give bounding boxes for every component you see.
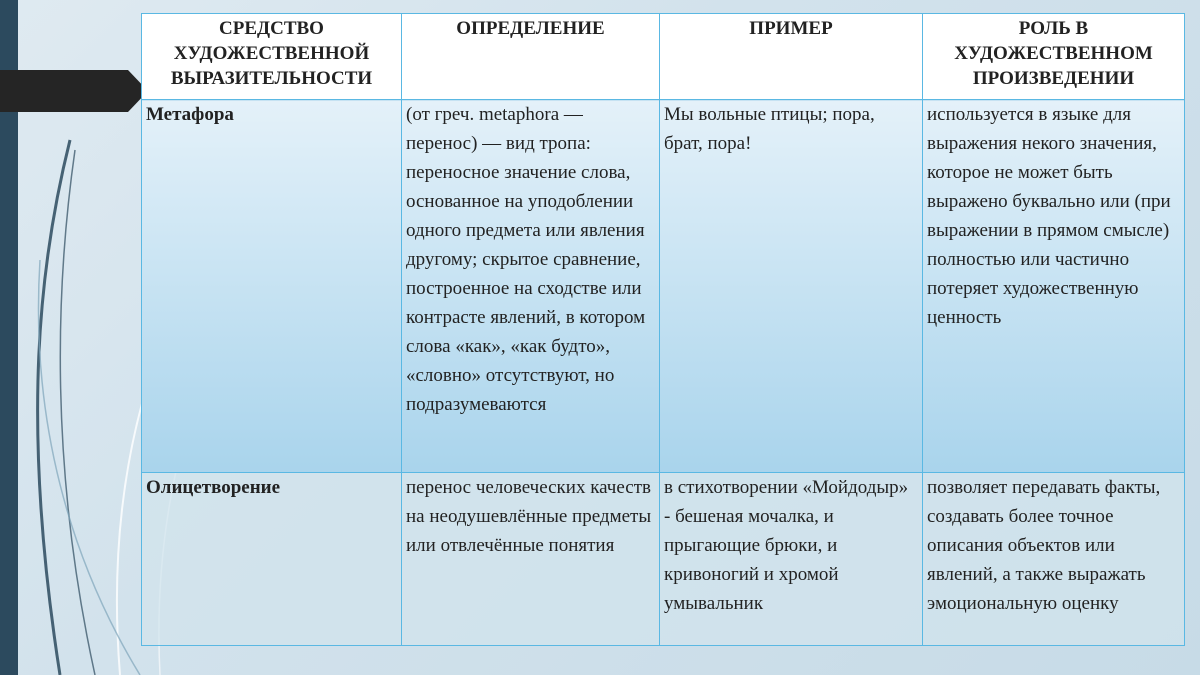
role-cell: используется в языке для выражения некого значения, которое не может быть выражено буквально или (при выражении в прямом смысле) полностью или частично потеряет художественную ценность bbox=[923, 100, 1185, 473]
table-row bbox=[142, 100, 1185, 473]
term-cell: Олицетворение bbox=[142, 473, 402, 646]
example-cell: в стихотворении «Мойдодыр» - бешеная мочалка, и прыгающие брюки, и кривоногий и хромой умывальник bbox=[660, 473, 923, 646]
term-cell: Метафора bbox=[142, 100, 402, 473]
table-header-row bbox=[142, 14, 1185, 100]
role-cell: позволяет передавать факты, создавать более точное описания объектов или явлений, а также выражать эмоциональную оценку bbox=[923, 473, 1185, 646]
comparison-table bbox=[141, 13, 1185, 646]
header-role: РОЛЬ В ХУДОЖЕСТВЕННОМ ПРОИЗВЕДЕНИИ bbox=[923, 14, 1185, 100]
definition-cell: перенос человеческих качеств на неодушевлённые предметы или отвлечённые понятия bbox=[402, 473, 660, 646]
header-device: СРЕДСТВО ХУДОЖЕСТВЕННОЙ ВЫРАЗИТЕЛЬНОСТИ bbox=[142, 14, 402, 100]
header-example: ПРИМЕР bbox=[660, 14, 923, 100]
slide-tab-marker bbox=[0, 70, 148, 112]
definition-cell: (от греч. metaphora — перенос) — вид тропа: переносное значение слова, основанное на уподоблении одного предмета или явления другому; скрытое сравнение, построенное на сходстве или контрасте явлений, в котором слова «как», «как будто», «словно» отсутствуют, но подразумеваются bbox=[402, 100, 660, 473]
example-cell: Мы вольные птицы; пора, брат, пора! bbox=[660, 100, 923, 473]
header-definition: ОПРЕДЕЛЕНИЕ bbox=[402, 14, 660, 100]
table-row bbox=[142, 473, 1185, 646]
